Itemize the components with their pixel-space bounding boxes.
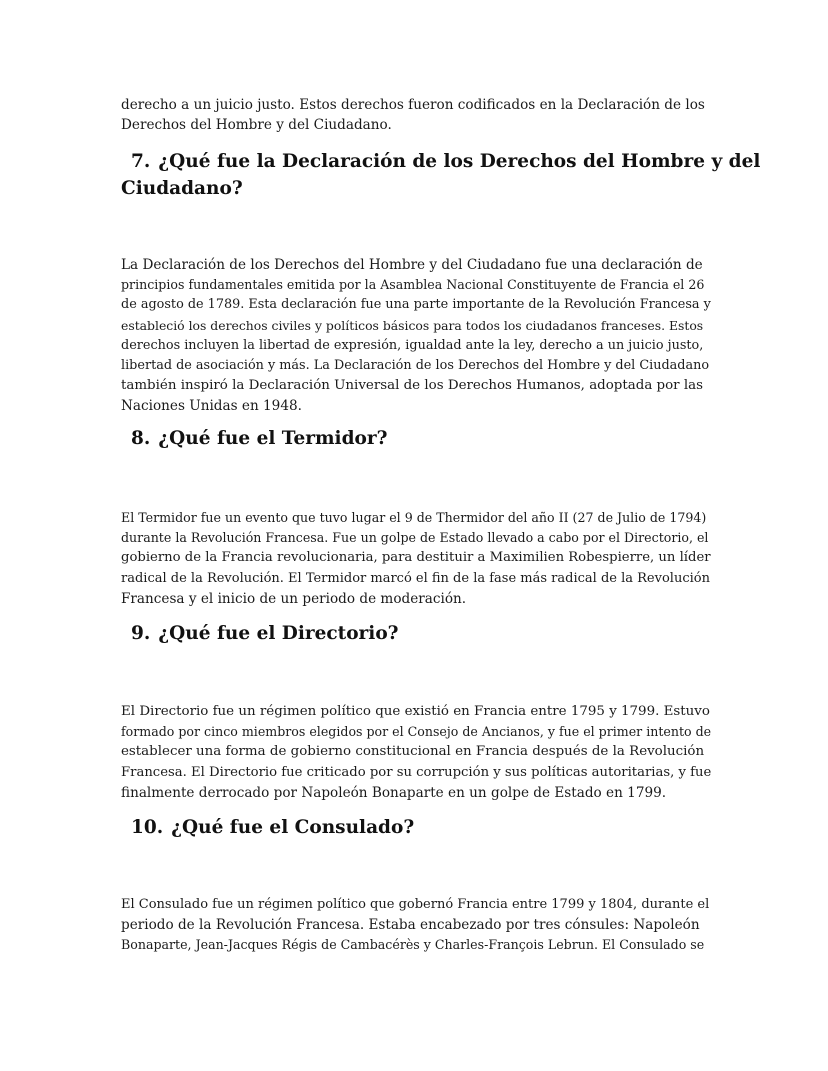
text-line: formado por cinco miembros elegidos por el Consejo de Ancianos, y fue el primer intento de [121,724,712,740]
text-line: Naciones Unidas en 1948. [121,398,302,415]
text-line: derechos incluyen la libertad de expresión, igualdad ante la ley, derecho a un juicio justo, [121,337,704,353]
text-line: derecho a un juicio justo. Estos derechos fueron codificados en la Declaración de los [121,97,705,113]
section-number: 8. [131,428,151,449]
text-line: Francesa y el inicio de un periodo de moderación. [121,590,467,607]
section-10-heading [131,814,414,841]
section-title: ¿Qué fue el Termidor? [158,428,388,449]
section-number: 10. [131,817,164,838]
text-line: Derechos del Hombre y del Ciudadano. [121,117,392,134]
section-8-body [121,508,711,609]
text-line: El Consulado fue un régimen político que gobernó Francia entre 1799 y 1804, durante el [121,897,710,912]
text-line: La Declaración de los Derechos del Hombre y del Ciudadano fue una declaración de [121,257,703,273]
text-line: Bonaparte, Jean-Jacques Régis de Cambacérès y Charles-François Lebrun. El Consulado se [121,937,705,953]
section-title-continued: Ciudadano? [121,178,243,199]
section-title: ¿Qué fue la Declaración de los Derechos del Hombre y del [158,151,761,172]
text-line: periodo de la Revolución Francesa. Estaba encabezado por tres cónsules: Napoleón [121,917,700,934]
text-line: establecer una forma de gobierno constitucional en Francia después de la Revolución [121,744,705,760]
section-7-body [121,255,711,417]
section-10-body [121,895,711,956]
text-line: durante la Revolución Francesa. Fue un golpe de Estado llevado a cabo por el Directorio, el [121,530,709,546]
section-7-heading [121,148,760,202]
text-line: El Termidor fue un evento que tuvo lugar el 9 de Thermidor del año II (27 de Julio de 1794) [121,510,707,525]
text-line: finalmente derrocado por Napoleón Bonaparte en un golpe de Estado en 1799. [121,784,667,801]
text-line: libertad de asociación y más. La Declaración de los Derechos del Hombre y del Ciudadano [121,358,710,374]
section-number: 9. [131,623,151,644]
section-8-heading [131,425,387,452]
text-line: de agosto de 1789. Esta declaración fue una parte importante de la Revolución Francesa y [121,297,711,313]
text-line: radical de la Revolución. El Termidor marcó el fin de la fase más radical de la Revolución [121,570,710,586]
section-9-heading [131,620,399,647]
text-line: Francesa. El Directorio fue criticado por su corrupción y sus políticas autoritarias, y fue [121,764,712,780]
text-line: principios fundamentales emitida por la Asamblea Nacional Constituyente de Francia el 26 [121,277,705,293]
text-line: gobierno de la Francia revolucionaria, para destituir a Maximilien Robespierre, un líder [121,550,711,566]
intro-paragraph [121,95,711,135]
text-line: también inspiró la Declaración Universal de los Derechos Humanos, adoptada por las [121,378,703,394]
section-number: 7. [131,151,151,172]
section-9-body [121,702,711,803]
text-line: El Directorio fue un régimen político que existió en Francia entre 1795 y 1799. Estuvo [121,704,710,719]
text-line: estableció los derechos civiles y políticos básicos para todos los ciudadanos franceses. Estos [121,317,704,333]
section-title: ¿Qué fue el Directorio? [158,623,399,644]
section-title: ¿Qué fue el Consulado? [171,817,415,838]
